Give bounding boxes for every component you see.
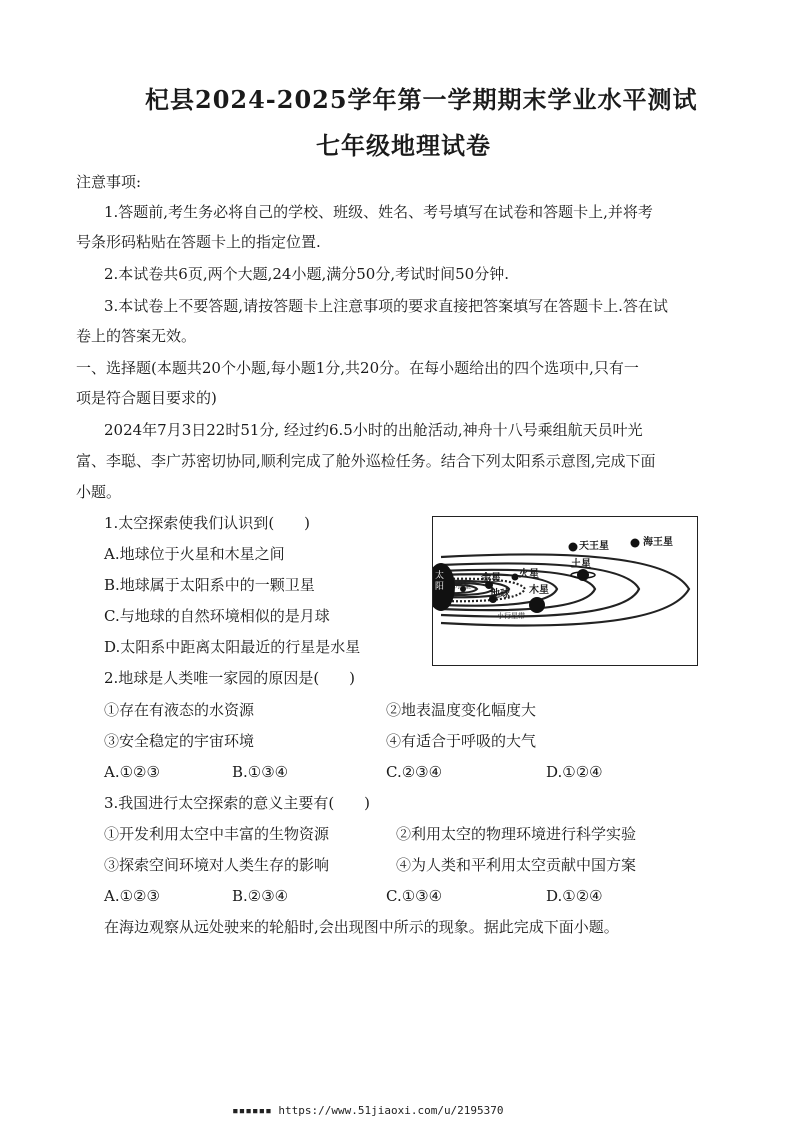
section1-heading-b: 项是符合题目要求的) — [76, 389, 217, 407]
footer-prefix: ▪▪▪▪▪▪ — [232, 1104, 272, 1117]
q1-stem: 1.太空探索使我们认识到( ) — [104, 514, 311, 532]
q2-statement-3: ③安全稳定的宇宙环境 — [104, 732, 255, 750]
q2-statement-1: ①存在有液态的水资源 — [104, 701, 255, 719]
passage1-line3: 小题。 — [76, 483, 122, 501]
saturn-icon — [571, 569, 595, 581]
mars-label: 火星 — [519, 569, 539, 580]
notice-heading: 注意事项: — [76, 173, 142, 191]
q3-stem: 3.我国进行太空探索的意义主要有( ) — [104, 794, 371, 812]
uranus-icon — [569, 543, 578, 552]
q3-statement-1: ①开发利用太空中丰富的生物资源 — [104, 825, 330, 843]
q2-option-b: B.①③④ — [232, 763, 289, 781]
q3-option-c: C.①③④ — [386, 887, 443, 905]
passage1-line1: 2024年7月3日22时51分, 经过约6.5小时的出舱活动,神舟十八号乘组航天员叶光 — [104, 421, 643, 439]
jupiter-icon — [529, 597, 545, 613]
notice-item-3b: 卷上的答案无效。 — [76, 327, 197, 345]
notice-item-3a: 3.本试卷上不要答题,请按答题卡上注意事项的要求直接把答案填写在答题卡上.答在试 — [104, 297, 668, 315]
passage2: 在海边观察从远处驶来的轮船时,会出现图中所示的现象。据此完成下面小题。 — [104, 918, 619, 936]
notice-item-1a: 1.答题前,考生务必将自己的学校、班级、姓名、考号填写在试卷和答题卡上,并将考 — [104, 203, 653, 221]
q3-statement-4: ④为人类和平利用太空贡献中国方案 — [396, 856, 637, 874]
q2-stem: 2.地球是人类唯一家园的原因是( ) — [104, 669, 356, 687]
notice-item-2: 2.本试卷共6页,两个大题,24小题,满分50分,考试时间50分钟. — [104, 265, 509, 283]
q3-option-a: A.①②③ — [104, 887, 160, 905]
q3-option-d: D.①②④ — [546, 887, 603, 905]
q3-option-b: B.②③④ — [232, 887, 289, 905]
q2-statement-2: ②地表温度变化幅度大 — [386, 701, 537, 719]
solar-system-figure — [432, 516, 698, 666]
footer — [232, 1104, 504, 1117]
uranus-label: 天王星 — [579, 541, 609, 552]
q2-statement-4: ④有适合于呼吸的大气 — [386, 732, 537, 750]
q2-option-a: A.①②③ — [104, 763, 160, 781]
exam-subtitle: 七年级地理试卷 — [316, 131, 491, 160]
q1-option-a: A.地球位于火星和木星之间 — [104, 545, 285, 563]
q2-option-d: D.①②④ — [546, 763, 603, 781]
q2-option-c: C.②③④ — [386, 763, 443, 781]
footer-link[interactable]: https://www.51jiaoxi.com/u/2195370 — [278, 1104, 504, 1117]
earth-label: 地球 — [490, 589, 510, 600]
venus-label: 金星 — [481, 573, 501, 584]
neptune-label: 海王星 — [643, 537, 673, 548]
sun-label: 太阳 — [435, 571, 445, 592]
mercury-label: 水星 — [455, 581, 471, 590]
section1-heading-a: 一、选择题(本题共20个小题,每小题1分,共20分。在每小题给出的四个选项中,只有一 — [76, 359, 639, 377]
mars-icon — [512, 574, 519, 581]
exam-title: 杞县2024-2025学年第一学期期末学业水平测试 — [145, 85, 698, 114]
neptune-icon — [631, 539, 640, 548]
jupiter-label: 木星 — [529, 585, 549, 596]
passage1-line2: 富、李聪、李广苏密切协同,顺利完成了舱外巡检任务。结合下列太阳系示意图,完成下面 — [76, 452, 656, 470]
q1-option-c: C.与地球的自然环境相似的是月球 — [104, 607, 330, 625]
q3-statement-3: ③探索空间环境对人类生存的影响 — [104, 856, 330, 874]
q1-option-b: B.地球属于太阳系中的一颗卫星 — [104, 576, 315, 594]
notice-item-1b: 号条形码粘贴在答题卡上的指定位置. — [76, 233, 321, 251]
q1-option-d: D.太阳系中距离太阳最近的行星是水星 — [104, 638, 361, 656]
saturn-label: 土星 — [571, 559, 591, 570]
q3-statement-2: ②利用太空的物理环境进行科学实验 — [396, 825, 637, 843]
asteroid-belt-label: 小行星带 — [497, 612, 525, 620]
